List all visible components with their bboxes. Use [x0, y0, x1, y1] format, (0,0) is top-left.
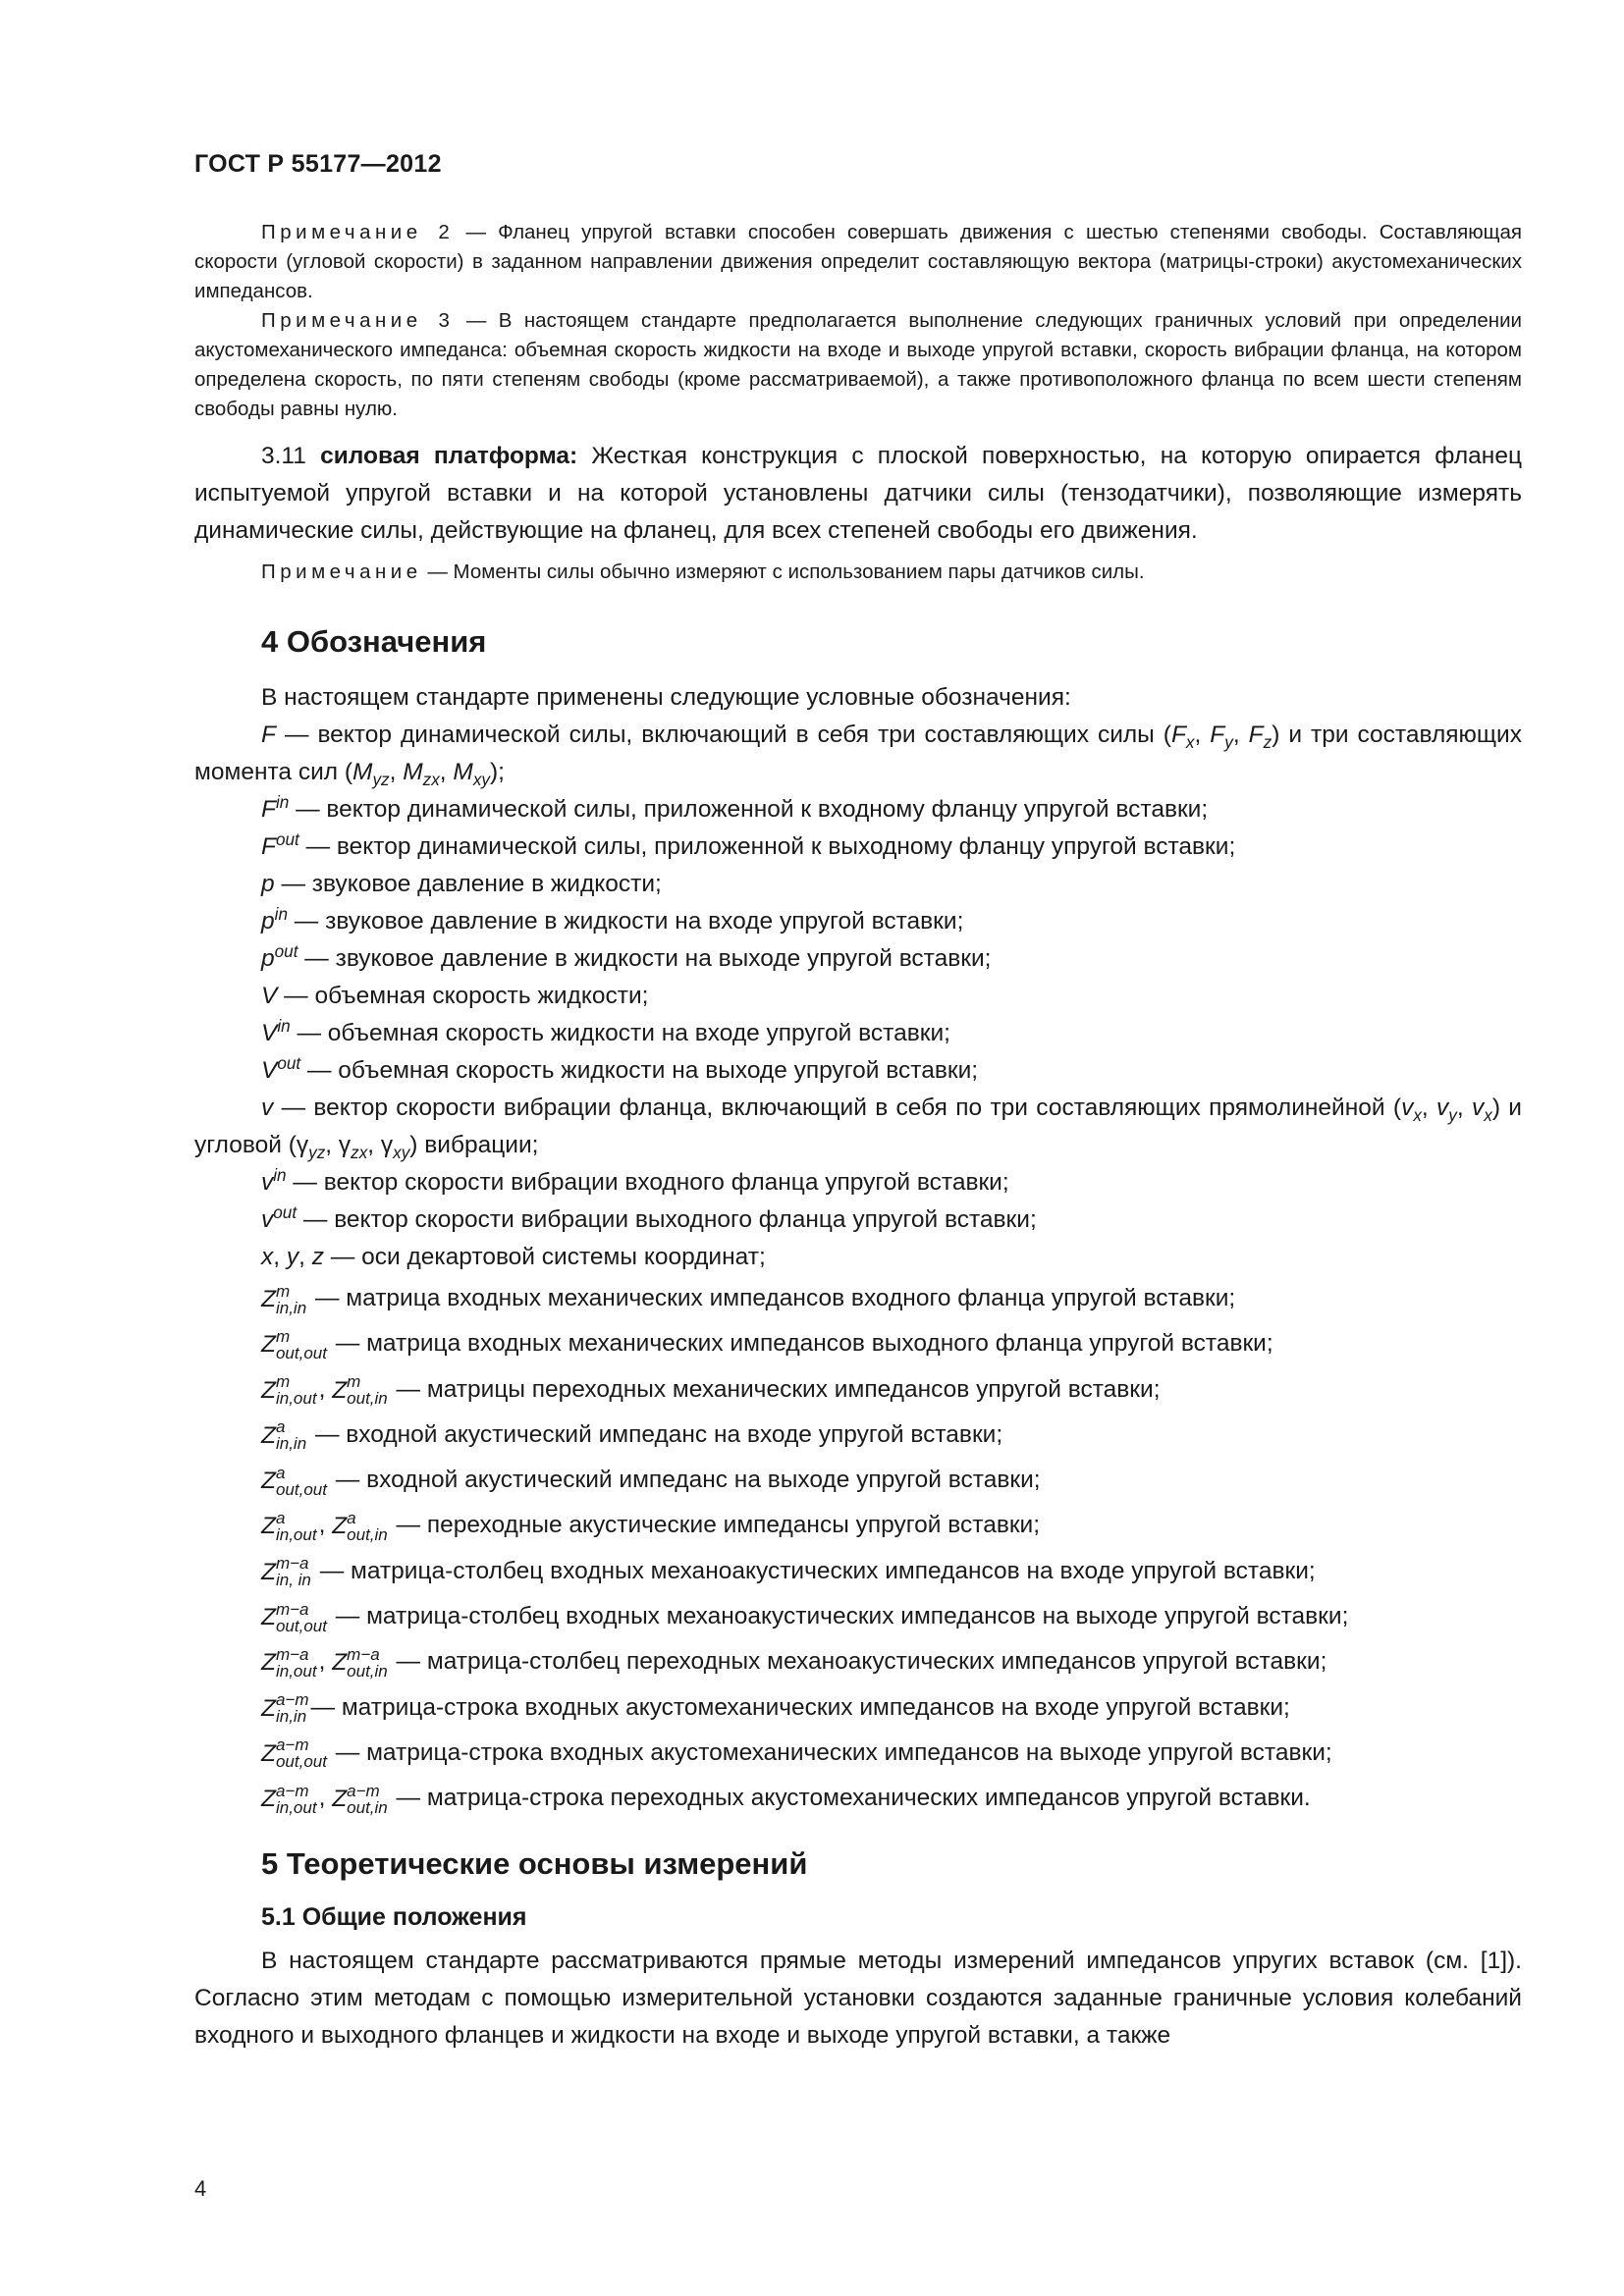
impedance-list	[194, 1276, 1522, 1821]
z-letter: Z	[332, 1513, 348, 1540]
z-sub: in,in	[275, 1298, 307, 1317]
symbol-item	[194, 1201, 1522, 1239]
symbol-desc: — звуковое давление в жидкости на выходе упругой вставки;	[298, 945, 992, 972]
impedance-item	[194, 1549, 1522, 1594]
impedance-desc: — матрица входных механических импедансов входного фланца упругой вставки;	[308, 1285, 1236, 1311]
section-4-intro: В настоящем стандарте применены следующие условные обозначения:	[261, 684, 1071, 711]
symbol-item	[194, 940, 1522, 978]
symbol-base: F	[261, 796, 276, 823]
symbol-desc: — вектор динамической силы, приложенной к входному фланцу упругой вставки;	[289, 796, 1209, 823]
note-label: Примечание 3	[261, 309, 455, 332]
symbol-F: F — вектор динамической силы, включающий в себя три составляющих силы ($F_x$, $F_y$, $F_z$) и три составляющих момента сил ($M_{yz}$, $M_{zx}$, $M_{xy}$);	[194, 721, 1522, 789]
symbol-v: v — вектор скорости вибрации фланца, включающий в себя по три составляющих прямолинейной ($v_x$, $v_y$, $v_x$) и угловой ($\gamma_{yz}$, $\gamma_{zx}$, $\gamma_{xy}$) вибрации;	[194, 1095, 1522, 1162]
symbol-base: F	[261, 833, 276, 860]
z-indices	[276, 1465, 327, 1498]
z-letter: Z	[261, 1558, 276, 1585]
z-letter: Z	[261, 1467, 276, 1494]
z-letter: Z	[332, 1785, 348, 1812]
impedance-desc: — матрицы переходных механических импедансов упругой вставки;	[389, 1375, 1161, 1403]
impedance-desc: — переходные акустические импедансы упругой вставки;	[389, 1512, 1041, 1539]
z-letter: Z	[261, 1421, 276, 1449]
impedance-desc: — матрица-строка переходных акустомеханических импедансов упругой вставки.	[389, 1785, 1311, 1812]
z-sup: m	[275, 1281, 291, 1301]
z-indices	[276, 1646, 317, 1680]
z-sub: in, in	[275, 1571, 311, 1590]
symbol-desc: — вектор скорости вибрации выходного фланца упругой вставки;	[297, 1206, 1037, 1233]
z-letter: Z	[261, 1649, 276, 1677]
z-letter: Z	[261, 1513, 276, 1540]
symbol-list	[194, 791, 1522, 1090]
z-indices	[347, 1373, 388, 1407]
impedance-desc: — входной акустический импеданс на входе упругой вставки;	[308, 1420, 1003, 1448]
symbol-sup: in	[273, 1164, 287, 1185]
impedance-desc: — матрица-столбец входных механоакустических импедансов на выходе упругой вставки;	[328, 1602, 1349, 1629]
z-sub: out,out	[275, 1616, 327, 1635]
symbol-item	[194, 903, 1522, 940]
impedance-symbol	[261, 1367, 319, 1413]
z-sub: out,out	[275, 1343, 327, 1362]
symbol-desc: — объемная скорость жидкости на выходе упругой вставки;	[300, 1057, 979, 1084]
z-sup: m−a	[347, 1644, 380, 1664]
section-4-title: 4 Обозначения	[261, 624, 487, 659]
z-indices	[276, 1555, 311, 1588]
note-text: — Моменты силы обычно измеряют с использованием пары датчиков силы.	[421, 561, 1145, 583]
page-content	[194, 218, 1522, 2055]
impedance-item	[194, 1458, 1522, 1503]
symbol-item	[194, 791, 1522, 828]
z-sub: out,in	[347, 1797, 388, 1817]
impedance-symbol	[261, 1639, 319, 1684]
z-sub: in,in	[275, 1434, 307, 1454]
symbol-base: v	[261, 1169, 274, 1196]
symbol-desc: — звуковое давление в жидкости на входе упругой вставки;	[287, 908, 964, 934]
z-indices	[276, 1418, 306, 1452]
symbol-desc: — звуковое давление в жидкости;	[274, 871, 662, 897]
symbol-sup: in	[274, 903, 288, 924]
note-label: Примечание 2	[261, 221, 455, 243]
impedance-desc: — матрица-столбец переходных механоакустических импедансов упругой вставки;	[389, 1648, 1327, 1676]
impedance-item	[194, 1594, 1522, 1639]
section-5-1-title: 5.1 Общие положения	[261, 1903, 527, 1932]
z-letter: Z	[261, 1694, 276, 1722]
z-separator: ,	[318, 1648, 333, 1676]
symbol-axes: x, y, z — оси декартовой системы координат;	[261, 1244, 766, 1270]
z-sup: a−m	[347, 1781, 380, 1800]
impedance-desc: — матрица входных механических импедансов выходного фланца упругой вставки;	[328, 1330, 1273, 1358]
term-3-11	[194, 438, 1522, 550]
symbol-sup: in	[275, 791, 290, 812]
z-sup: m−a	[275, 1644, 309, 1664]
impedance-symbol	[261, 1503, 319, 1548]
z-letter: Z	[261, 1285, 276, 1312]
z-sup: a	[347, 1508, 356, 1527]
symbol-base: p	[261, 908, 275, 934]
symbol-sup: out	[273, 1201, 298, 1222]
note-3	[194, 306, 1522, 424]
impedance-item	[194, 1413, 1522, 1458]
impedance-item	[194, 1503, 1522, 1548]
z-indices	[276, 1510, 317, 1543]
symbol-base: V	[261, 1057, 278, 1084]
term-name: силовая платформа:	[320, 443, 578, 469]
impedance-item	[194, 1276, 1522, 1321]
z-indices	[276, 1283, 306, 1316]
symbol-base: v	[261, 1206, 274, 1233]
note-text: — Фланец упругой вставки способен совершать движения с шестью степенями свободы. Составляющая скорости (угловой скорости) в заданном направлении движения определит составляющую вектора (матрицы-строки) акустомеханических импедансов.	[194, 221, 1522, 302]
symbol-sup: out	[277, 1052, 301, 1073]
note-label: Примечание	[261, 561, 422, 583]
impedance-item	[194, 1321, 1522, 1366]
symbol-base: p	[261, 871, 275, 897]
impedance-item	[194, 1776, 1522, 1821]
note-3-11	[194, 558, 1522, 587]
z-indices	[276, 1736, 327, 1770]
symbol-item	[194, 828, 1522, 866]
section-5-1-paragraph: В настоящем стандарте рассматриваются прямые методы измерений импедансов упругих вставок (см. [1]). Согласно этим методам с помощью измерительной установки создаются заданные граничные условия колебаний входного и выходного фланцев и жидкости на входе и выходе упругой вставки, а также	[194, 1948, 1522, 2050]
z-sup: m−a	[275, 1599, 309, 1619]
impedance-desc: — матрица-строка входных акустомеханических импедансов на выходе упругой вставки;	[328, 1738, 1332, 1766]
z-letter: Z	[261, 1785, 276, 1812]
z-indices	[276, 1691, 309, 1725]
z-indices	[347, 1510, 388, 1543]
symbol-desc: — вектор динамической силы, приложенной к выходному фланцу упругой вставки;	[298, 833, 1236, 860]
impedance-item	[194, 1639, 1522, 1684]
symbol-item	[194, 866, 1522, 903]
z-sub: in,out	[275, 1797, 317, 1817]
symbol-list-2	[194, 1164, 1522, 1239]
symbol-item	[194, 1015, 1522, 1052]
section-5-title: 5 Теоретические основы измерений	[261, 1846, 808, 1882]
z-letter: Z	[261, 1376, 276, 1404]
z-sup: m	[275, 1326, 291, 1346]
impedance-symbol	[261, 1594, 329, 1639]
z-letter: Z	[261, 1331, 276, 1359]
impedance-symbol	[332, 1367, 390, 1413]
symbol-sup: in	[277, 1015, 291, 1036]
z-sub: in,out	[275, 1661, 317, 1681]
z-indices	[276, 1328, 327, 1362]
note-text: — В настоящем стандарте предполагается выполнение следующих граничных условий при определении акустомеханического импеданса: объемная скорость жидкости на входе и выходе упругой вставки, скорость вибрации фланца, на котором определена скорость, по пяти степеням свободы (кроме рассматриваемой), а также противоположного фланца по всем шести степеням свободы равны нулю.	[194, 309, 1522, 420]
z-separator: ,	[318, 1375, 333, 1403]
impedance-symbol	[261, 1321, 329, 1366]
z-letter: Z	[332, 1649, 348, 1677]
z-letter: Z	[261, 1603, 276, 1630]
z-sup: a	[275, 1417, 286, 1437]
symbol-base: p	[261, 945, 275, 972]
impedance-symbol	[261, 1776, 319, 1821]
impedance-item	[194, 1685, 1522, 1731]
z-sub: in,out	[275, 1524, 317, 1544]
z-indices	[276, 1601, 327, 1634]
symbol-base: V	[261, 1020, 278, 1046]
term-definition: Жесткая конструкция с плоской поверхностью, на которую опирается фланец испытуемой упругой вставки и на которой установлены датчики силы (тензодатчики), позволяющие измерять динамические силы, действующие на фланец, для всех степеней свободы его движения.	[194, 443, 1522, 544]
impedance-desc: — матрица-строка входных акустомеханических импедансов на входе упругой вставки;	[310, 1693, 1290, 1721]
z-sup: a−m	[275, 1781, 309, 1800]
z-sup: a−m	[275, 1735, 309, 1755]
z-sup: m−a	[275, 1554, 309, 1574]
z-letter: Z	[332, 1376, 348, 1404]
impedance-symbol	[332, 1503, 390, 1548]
z-sup: a−m	[275, 1690, 309, 1710]
symbol-item	[194, 1164, 1522, 1201]
z-sup: m	[275, 1372, 291, 1392]
z-sub: out,in	[347, 1389, 388, 1409]
symbol-item	[194, 1052, 1522, 1090]
document-header: ГОСТ Р 55177—2012	[194, 150, 442, 178]
z-indices	[347, 1646, 388, 1680]
impedance-symbol	[332, 1639, 390, 1684]
impedance-desc: — входной акустический импеданс на выходе упругой вставки;	[328, 1467, 1041, 1494]
z-sub: out,in	[347, 1661, 388, 1681]
impedance-item	[194, 1731, 1522, 1776]
z-sub: out,in	[347, 1524, 388, 1544]
symbol-desc: — вектор скорости вибрации входного фланца упругой вставки;	[286, 1169, 1009, 1196]
term-number: 3.11	[261, 443, 321, 469]
impedance-desc: — матрица-столбец входных механоакустических импедансов на входе упругой вставки;	[312, 1557, 1316, 1584]
z-sub: out,out	[275, 1479, 327, 1499]
impedance-symbol	[261, 1276, 308, 1321]
impedance-symbol	[332, 1776, 390, 1821]
z-sup: m	[347, 1372, 361, 1392]
z-sup: a	[275, 1463, 286, 1482]
symbol-base: V	[261, 983, 278, 1009]
impedance-symbol	[261, 1685, 311, 1731]
z-sub: in,in	[275, 1707, 307, 1727]
symbol-sup: out	[274, 940, 298, 961]
symbol-desc: — объемная скорость жидкости на входе упругой вставки;	[290, 1020, 950, 1046]
symbol-desc: — объемная скорость жидкости;	[277, 983, 649, 1009]
symbol-sup: out	[275, 828, 299, 849]
z-separator: ,	[318, 1785, 333, 1812]
symbol-item	[194, 978, 1522, 1015]
z-indices	[276, 1783, 317, 1816]
z-indices	[347, 1783, 388, 1816]
z-separator: ,	[318, 1512, 333, 1539]
z-letter: Z	[261, 1739, 276, 1767]
impedance-item	[194, 1367, 1522, 1413]
page-number: 4	[194, 2176, 207, 2201]
z-sub: out,out	[275, 1752, 327, 1772]
z-sup: a	[275, 1508, 286, 1527]
impedance-symbol	[261, 1549, 313, 1594]
impedance-symbol	[261, 1413, 308, 1458]
note-2	[194, 218, 1522, 306]
z-indices	[276, 1373, 317, 1407]
z-sub: in,out	[275, 1389, 317, 1409]
impedance-symbol	[261, 1731, 329, 1776]
impedance-symbol	[261, 1458, 329, 1503]
